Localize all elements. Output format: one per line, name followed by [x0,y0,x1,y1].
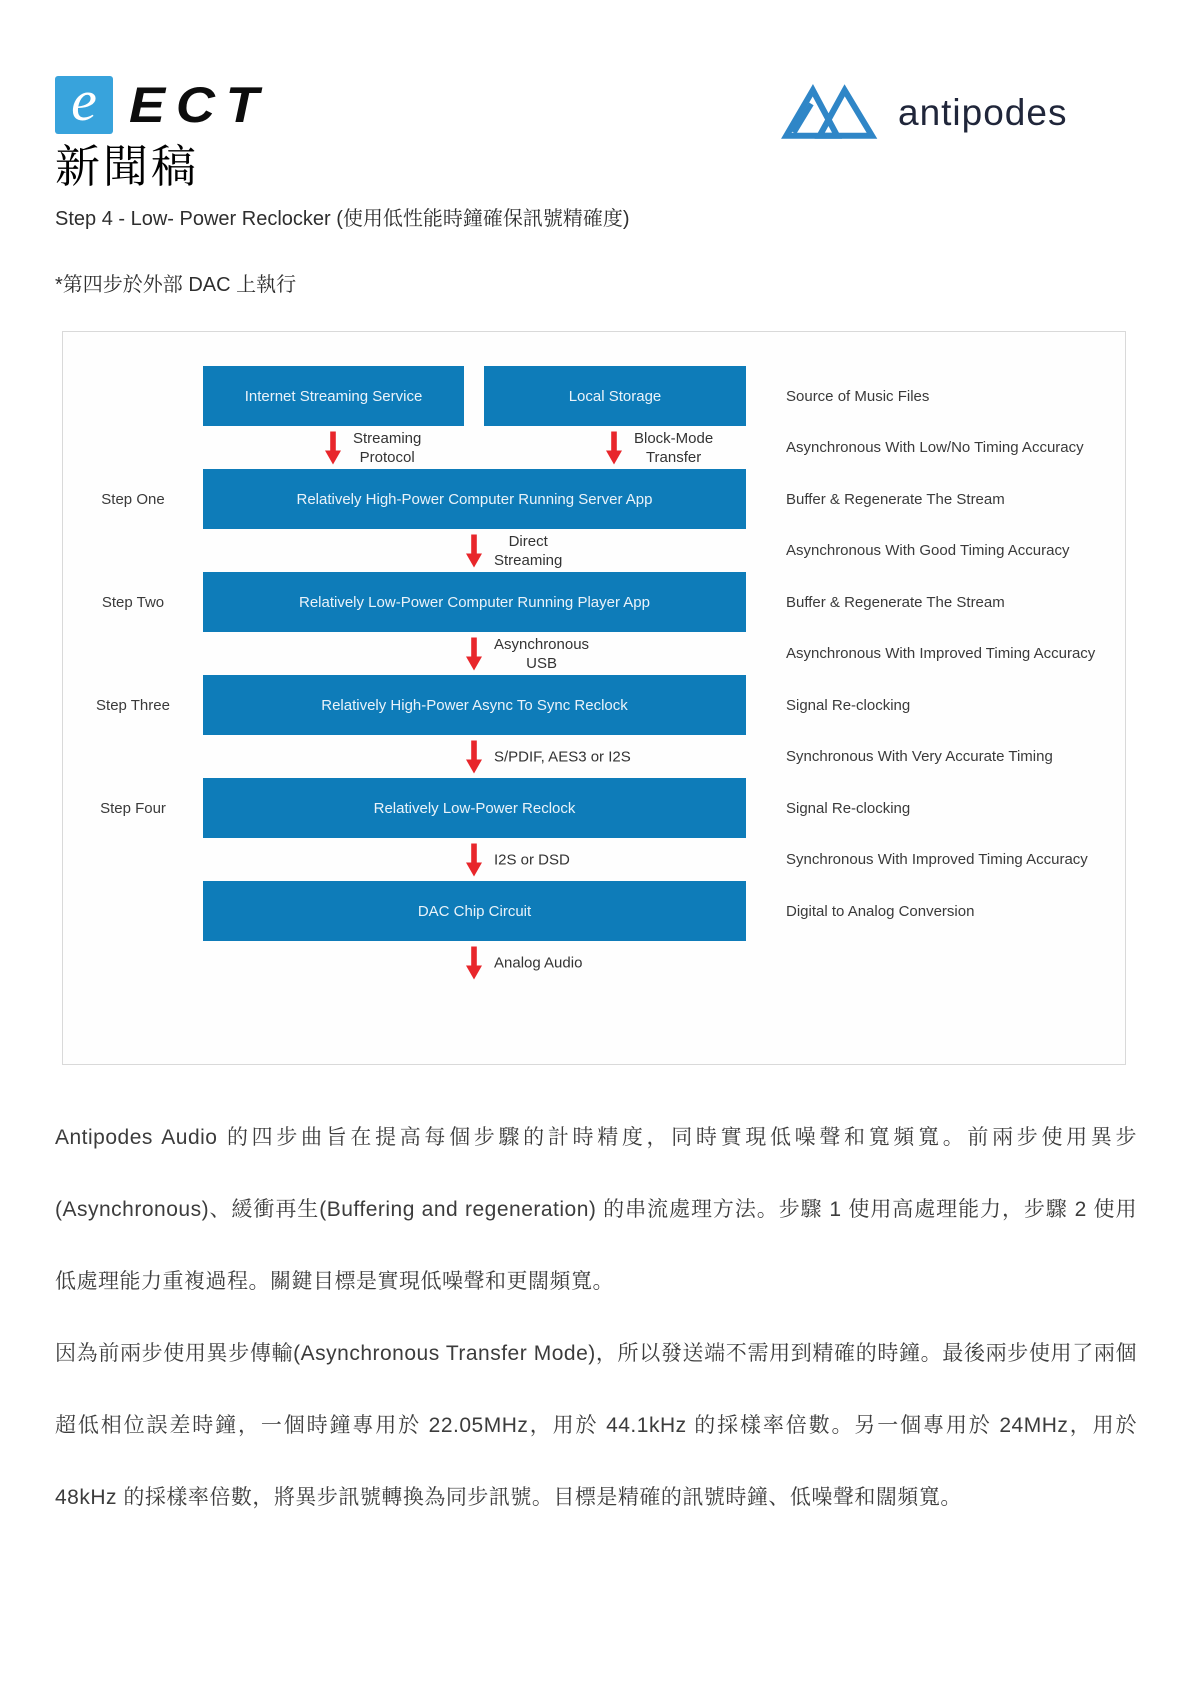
arrow-label: Direct Streaming [494,532,563,569]
row-source-boxes [63,366,1125,426]
arrow-label: I2S or DSD [494,851,570,868]
ect-logo-text: ECT [129,77,270,133]
diagram-side-label: Synchronous With Improved Timing Accuracy [786,851,1088,868]
row-step-four [63,778,1125,838]
row-spdif-arrow [63,735,1125,778]
antipodes-mountain-icon [778,82,878,144]
arrow-label: Asynchronous USB [494,635,590,672]
diagram-box-low-power-reclock: Relatively Low-Power Reclock [203,778,746,838]
down-arrow-icon [466,740,482,773]
diagram-side-label: Signal Re-clocking [786,696,911,714]
diagram-side-label: Synchronous With Very Accurate Timing [786,748,1053,765]
arrow-label: Block-Mode Transfer [634,429,714,466]
arrow-label: Streaming Protocol [353,429,422,466]
step-label: Step One [101,490,165,508]
step-label: Step Three [96,696,170,714]
ect-logo [55,68,270,134]
ect-e-glyph: e [71,68,97,133]
arrow-label: Analog Audio [494,954,583,971]
down-arrow-icon [466,946,482,979]
row-async-usb-arrow [63,632,1125,675]
diagram-box-local-storage: Local Storage [484,366,746,426]
step4-heading: Step 4 - Low- Power Reclocker (使用低性能時鐘確保訊號精確度) [55,208,630,230]
diagram-side-label: Signal Re-clocking [786,799,911,817]
ect-logo-icon [55,68,113,134]
page-title: 新聞稿 [55,142,200,192]
diagram-side-label: Buffer & Regenerate The Stream [786,593,1005,611]
diagram-side-label: Buffer & Regenerate The Stream [786,490,1005,508]
step-label: Step Four [100,799,166,817]
down-arrow-icon [325,431,341,464]
diagram-side-label: Asynchronous With Improved Timing Accuracy [786,645,1096,662]
signal-flow-diagram [62,331,1126,1065]
down-arrow-icon [606,431,622,464]
row-transfer-arrows [63,426,1125,469]
paragraph-2: 因為前兩步使用異步傳輸(Asynchronous Transfer Mode)，所以發送端不需用到精確的時鐘。最後兩步使用了兩個超低相位誤差時鐘，一個時鐘專用於 22.05MHz，用於 44.1kHz 的採樣率倍數。另一個專用於 24MHz，用於 48kHz 的採樣率倍數，將異步訊號轉換為同步訊號。目標是精確的訊號時鐘、低噪聲和闊頻寬。 [55,1342,1137,1509]
dac-note: *第四步於外部 DAC 上執行 [55,274,297,296]
paragraph-1: Antipodes Audio 的四步曲旨在提高每個步驟的計時精度，同時實現低噪聲和寬頻寬。前兩步使用異步(Asynchronous)、緩衝再生(Buffering and regeneration) 的串流處理方法。步驟 1 使用高處理能力，步驟 2 使用低處理能力重複過程。關鍵目標是實現低噪聲和更闊頻寬。 [55,1126,1137,1293]
body-text [55,1102,1137,1534]
down-arrow-icon [466,843,482,876]
diagram-box-player-app: Relatively Low-Power Computer Running Player App [203,572,746,632]
diagram-box-dac-chip: DAC Chip Circuit [203,881,746,941]
row-analog-audio-arrow [63,941,1125,984]
row-i2s-dsd-arrow [63,838,1125,881]
diagram-box-internet-streaming: Internet Streaming Service [203,366,464,426]
row-step-one [63,469,1125,529]
arrow-label: S/PDIF, AES3 or I2S [494,748,631,765]
down-arrow-icon [466,637,482,670]
diagram-side-label: Source of Music Files [786,387,930,405]
diagram-side-label: Asynchronous With Low/No Timing Accuracy [786,439,1084,456]
diagram-side-label: Asynchronous With Good Timing Accuracy [786,542,1070,559]
row-dac-chip [63,881,1125,941]
diagram-box-server-app: Relatively High-Power Computer Running Server App [203,469,746,529]
step-label: Step Two [101,593,165,611]
antipodes-logo [778,82,1067,144]
row-direct-streaming-arrow [63,529,1125,572]
diagram-box-async-reclock: Relatively High-Power Async To Sync Reclock [203,675,746,735]
diagram-side-label: Digital to Analog Conversion [786,902,975,920]
down-arrow-icon [466,534,482,567]
row-step-two [63,572,1125,632]
antipodes-logo-text: antipodes [898,92,1068,133]
row-step-three [63,675,1125,735]
